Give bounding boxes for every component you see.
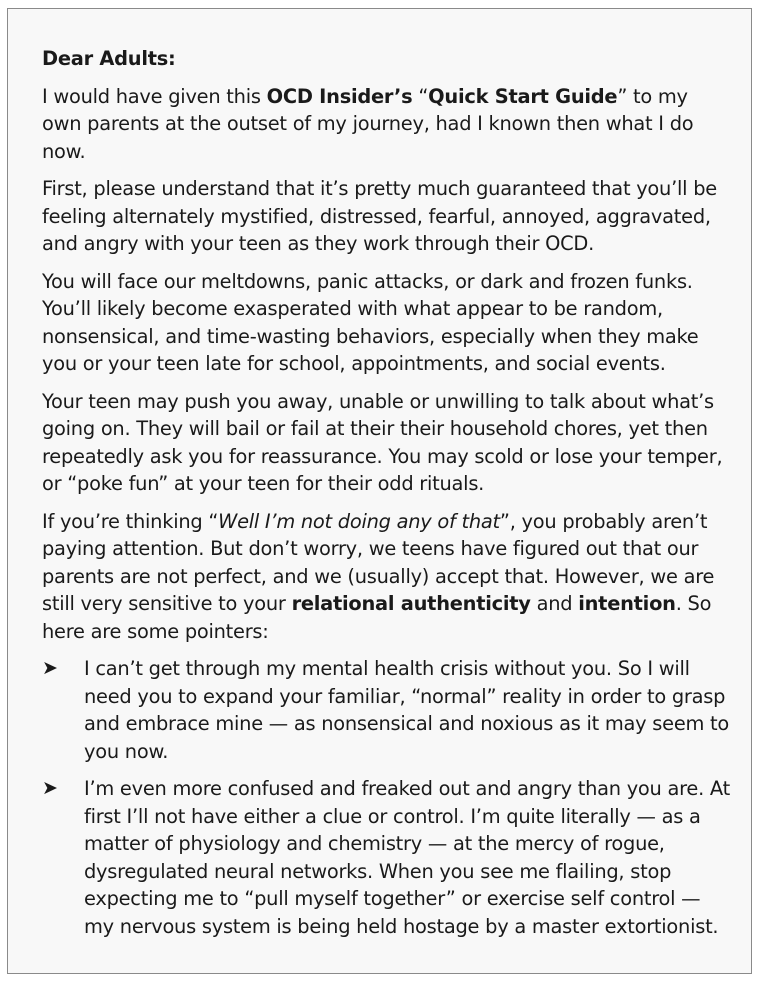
intro-text-1: I would have given this [42,84,267,108]
thinking-bold-intention: intention [578,592,676,615]
arrow-bullet-icon: ➤ [42,777,58,799]
meltdowns-paragraph: You will face our meltdowns, panic attacks, or dark and frozen funks. You’ll likely become exasperated with what appear to be random, nonsensical, and time-wasting behaviors, especially when they make you or your teen late for school, appointments, and social events. [42,269,699,375]
salutation: Dear Adults: [42,47,176,70]
intro-bold-insider: OCD Insider’s [266,84,413,108]
bullet-text: I’m even more confused and freaked out and angry than you are. At first I’ll not have either a clue or control. I’m quite literally — as a matter of physiology and chemistry — at the mercy of rogue, dysregulated neural networks. When you see me flailing, stop expecting me to “pull myself together” or exercise self control — my nervous system is being held hostage by a master extortionist. [84,777,730,938]
thinking-paragraph [42,508,732,646]
thinking-text-2: ”, you probably aren’t paying attention. But don’t worry, we teens have figured out that our parents are not perfect, and we (usually) accept that. However, we are still very sensitive to your [42,509,715,615]
list-item [42,775,732,940]
thinking-italic-quote: Well I’m not doing any of that [218,509,500,533]
pointers-list [42,655,732,940]
thinking-bold-authenticity: relational authenticity [291,592,531,615]
intro-paragraph [42,83,732,166]
letter-body [42,45,732,950]
list-item [42,655,732,765]
bullet-text: I can’t get through my mental health crisis without you. So I will need you to expand your familiar, “normal” reality in order to grasp and embrace mine — as nonsensical and noxious as it may seem to you now. [84,657,730,763]
intro-text-2: “ [412,84,429,108]
thinking-text-1: If you’re thinking “ [42,509,219,533]
letter-panel [7,8,752,974]
intro-text-3: ” to my own parents at the outset of my journey, had I known then what I do now. [42,84,694,163]
arrow-bullet-icon: ➤ [42,657,58,679]
push-away-paragraph: Your teen may push you away, unable or unwilling to talk about what’s going on. They will bail or fail at their their household chores, yet then repeatedly ask you for reassurance. You may scold or lose your temper, or “poke fun” at your teen for their odd rituals. [42,389,723,495]
thinking-text-4: . So here are some pointers: [42,592,712,643]
thinking-text-3: and [530,592,579,615]
intro-bold-guide: Quick Start Guide [428,84,618,108]
first-paragraph: First, please understand that it’s pretty much guaranteed that you’ll be feeling alternately mystified, distressed, fearful, annoyed, aggravated, and angry with your teen as they work through their OCD. [42,177,717,255]
